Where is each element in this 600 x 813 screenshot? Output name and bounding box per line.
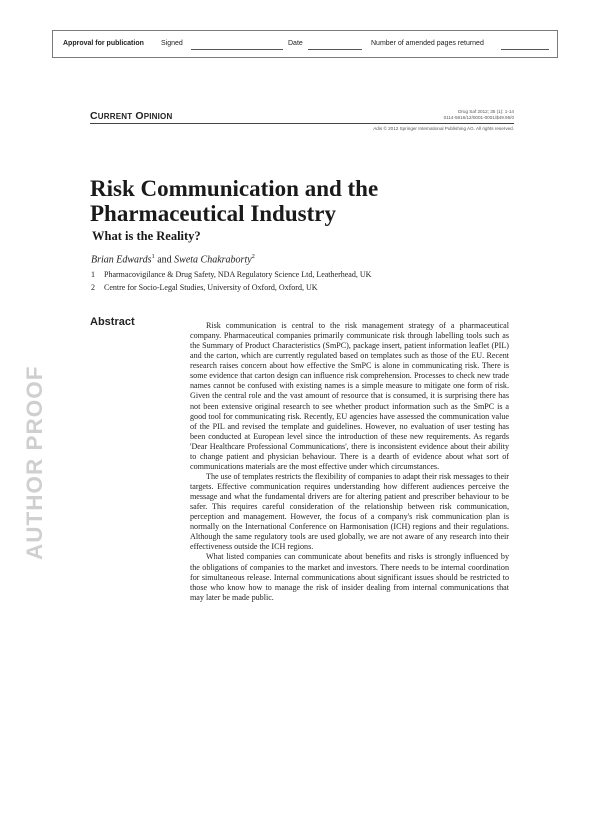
citation-line: Drug Saf 2012; 35 (1): 1-14 bbox=[458, 109, 514, 114]
author-conjunction: and bbox=[157, 254, 172, 266]
amended-pages-label: Number of amended pages returned bbox=[371, 40, 484, 47]
author-name: Brian Edwards bbox=[91, 254, 152, 266]
article-title: Risk Communication and the Pharmaceutical Industry bbox=[90, 176, 379, 226]
author-affil-marker: 1 bbox=[151, 253, 155, 260]
signature-line[interactable] bbox=[191, 49, 283, 50]
header-rule bbox=[90, 123, 514, 124]
article-subtitle: What is the Reality? bbox=[92, 229, 201, 243]
section-label: CURRENT OPINION bbox=[90, 110, 173, 122]
author-name: Sweta Chakraborty bbox=[174, 254, 252, 266]
issn-line: 0114-5916/12/0001-0001/$49.95/0 bbox=[443, 115, 514, 120]
approval-box bbox=[52, 30, 558, 58]
author-proof-watermark: AUTHOR PROOF bbox=[22, 365, 47, 560]
abstract-paragraph: Risk communication is central to the risk management strategy of a pharmaceutical company. Pharmaceutical companies primarily communicate risk through labelling tools such as the Summary of Product Characteristics (SmPC), package insert, patient information leaflet (PIL) and the carton, which are currently regulated based on templates such as those of the EU. Recent research raises concern about how effective the SmPC is alone in communicating risk. There is some evidence that carton design can influence risk comprehension. Processes to check new trade names cannot be confused with existing names is a simple measure to mitigate one form of risk. Given the central role and the vast amount of resource that is consumed, it is surprising there has not been extensive original research to see whether product information such as the SmPC is a good tool for communicating risk. Recently, EU agencies have assessed the communication value of the PIL and revised the template and guidelines. However, no evaluation of user testing has been conducted at European level since the introduction of these new requirements. As regards 'Dear Healthcare Professional Communications', there is inconsistent evidence about their ability to change patient and physician behaviour. There is a dearth of evidence about what sort of communications materials are the most effective under which circumstances. bbox=[190, 321, 509, 471]
author-affil-marker: 2 bbox=[251, 253, 255, 260]
affiliation: 1 Pharmacovigilance & Drug Safety, NDA Regulatory Science Ltd, Leatherhead, UK bbox=[91, 270, 372, 279]
approval-row bbox=[63, 40, 549, 52]
abstract-paragraph: What listed companies can communicate about benefits and risks is strongly influenced by the obligations of companies to the market and investors. There needs to be internal coordination for simultaneous release. Internal communications about significant issues should be restricted to those who know how to manage the risk of insider dealing from internal communications that may later be made public. bbox=[190, 552, 509, 602]
author-list bbox=[91, 253, 255, 265]
amended-pages-line[interactable] bbox=[501, 49, 549, 50]
date-label: Date bbox=[288, 40, 303, 47]
abstract-paragraph: The use of templates restricts the flexibility of companies to adapt their risk messages to their targets. Effective communication requires understanding how different audiences perceive the message and what the fundamental drivers are for altering patient and prescriber behaviour to be safer. This requires careful consideration of the relationship between risk communication, perception and management. However, the focus of a company's risk communication plan is normally on the International Conference on Harmonisation (ICH) regions and their regulations. Although the same regulatory tools are used globally, we are not aware of any research into their effectiveness outside the ICH regions. bbox=[190, 471, 509, 552]
approval-label: Approval for publication bbox=[63, 40, 144, 47]
abstract-body bbox=[190, 321, 509, 603]
signed-label: Signed bbox=[161, 40, 183, 47]
date-line[interactable] bbox=[308, 49, 362, 50]
copyright-line: Adis © 2012 Springer International Publishing AG. All rights reserved. bbox=[373, 126, 514, 131]
affiliation: 2 Centre for Socio-Legal Studies, University of Oxford, Oxford, UK bbox=[91, 283, 318, 292]
abstract-heading: Abstract bbox=[90, 316, 135, 328]
